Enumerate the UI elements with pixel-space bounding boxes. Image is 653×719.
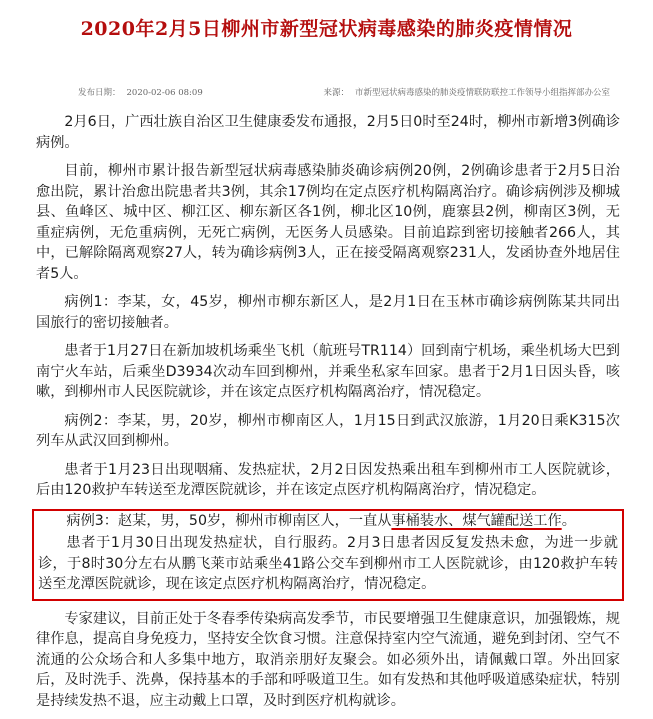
article-body [36, 112, 620, 719]
paragraph-case1-detail: 患者于1月27日在新加坡机场乘坐飞机（航班号TR114）回到南宁机场，乘坐机场大巴到南宁火车站，后乘坐D3934次动车回到柳州，并乘坐私家车回家。患者于2月1日因头昏，咳嗽，到柳州市人民医院就诊，并在该定点医疗机构隔离治疗，情况稳定。 [36, 343, 620, 400]
publish-date-label: 发布日期： [78, 88, 121, 98]
source-label: 来源： [323, 88, 349, 98]
case3-occupation-underlined: 事桶装水、煤气罐配送工作 [391, 512, 562, 529]
case3-highlight-box [32, 509, 624, 601]
paragraph-statistics: 目前，柳州市累计报告新型冠状病毒感染肺炎确诊病例20例，2例确诊患者于2月5日治愈出院，累计治愈出院患者共3例，其余17例均在定点医疗机构隔离治疗。确诊病例涉及柳城县、鱼峰区、城中区、柳江区、柳东新区各1例，柳北区10例，鹿寨县2例，柳南区3例，无重症病例，无危重病例，无死亡病例，无医务人员感染。目前追踪到密切接触者266人，其中，已解除隔离观察27人，转为确诊病例3人，正在接受隔离观察231人，发函协查外地居住者5人。 [36, 163, 620, 282]
paragraph-case2-detail: 患者于1月23日出现咽痛、发热症状，2月2日因发热乘出租车到柳州市工人医院就诊，后由120救护车转送至龙潭医院就诊，并在该定点医疗机构隔离治疗，情况稳定。 [36, 461, 620, 498]
paragraph-expert-advice: 专家建议，目前正处于冬春季传染病高发季节，市民要增强卫生健康意识，加强锻炼，规律作息，提高自身免疫力，坚持安全饮食习惯。注意保持室内空气流通，避免到封闭、空气不流通的公众场合和人多集中地方，取消亲朋好友聚会。如必须外出，请佩戴口罩。外出回家后，及时洗手、洗鼻，保持基本的手部和呼吸道卫生。如有发热和其他呼吸道感染症状，特别是持续发热不退，应主动戴上口罩，及时到医疗机构就诊。 [36, 610, 620, 709]
publish-date-value: 2020-02-06 08:09 [126, 88, 203, 98]
source-info [323, 86, 610, 98]
paragraph-case3-detail: 患者于1月30日出现发热症状，自行服药。2月3日患者因反复发热未愈，为进一步就诊，于8时30分左右从鹏飞莱市站乘坐41路公交车到柳州市工人医院就诊，由120救护车转送至龙潭医院就诊，现在该定点医疗机构隔离治疗，情况稳定。 [38, 535, 618, 592]
publish-date [50, 86, 203, 98]
paragraph-summary: 2月6日，广西壮族自治区卫生健康委发布通报，2月5日0时至24时，柳州市新增3例确诊病例。 [36, 114, 620, 151]
case3-suffix: 。 [561, 512, 576, 529]
source-value: 市新型冠状病毒感染的肺炎疫情联防联控工作领导小组指挥部办公室 [354, 88, 610, 98]
paragraph-case3 [38, 511, 618, 532]
page-title: 2020年2月5日柳州市新型冠状病毒感染的肺炎疫情情况 [80, 18, 573, 40]
paragraph-case2: 病例2：李某，男，20岁，柳州市柳南区人，1月15日到武汉旅游，1月20日乘K315次列车从武汉回到柳州。 [36, 412, 620, 449]
article-meta [50, 86, 610, 98]
case3-prefix: 病例3：赵某，男，50岁，柳州市柳南区人，一直从 [66, 512, 392, 529]
paragraph-case1: 病例1：李某，女，45岁，柳州市柳东新区人，是2月1日在玉林市确诊病例陈某共同出国旅行的密切接触者。 [36, 294, 620, 331]
